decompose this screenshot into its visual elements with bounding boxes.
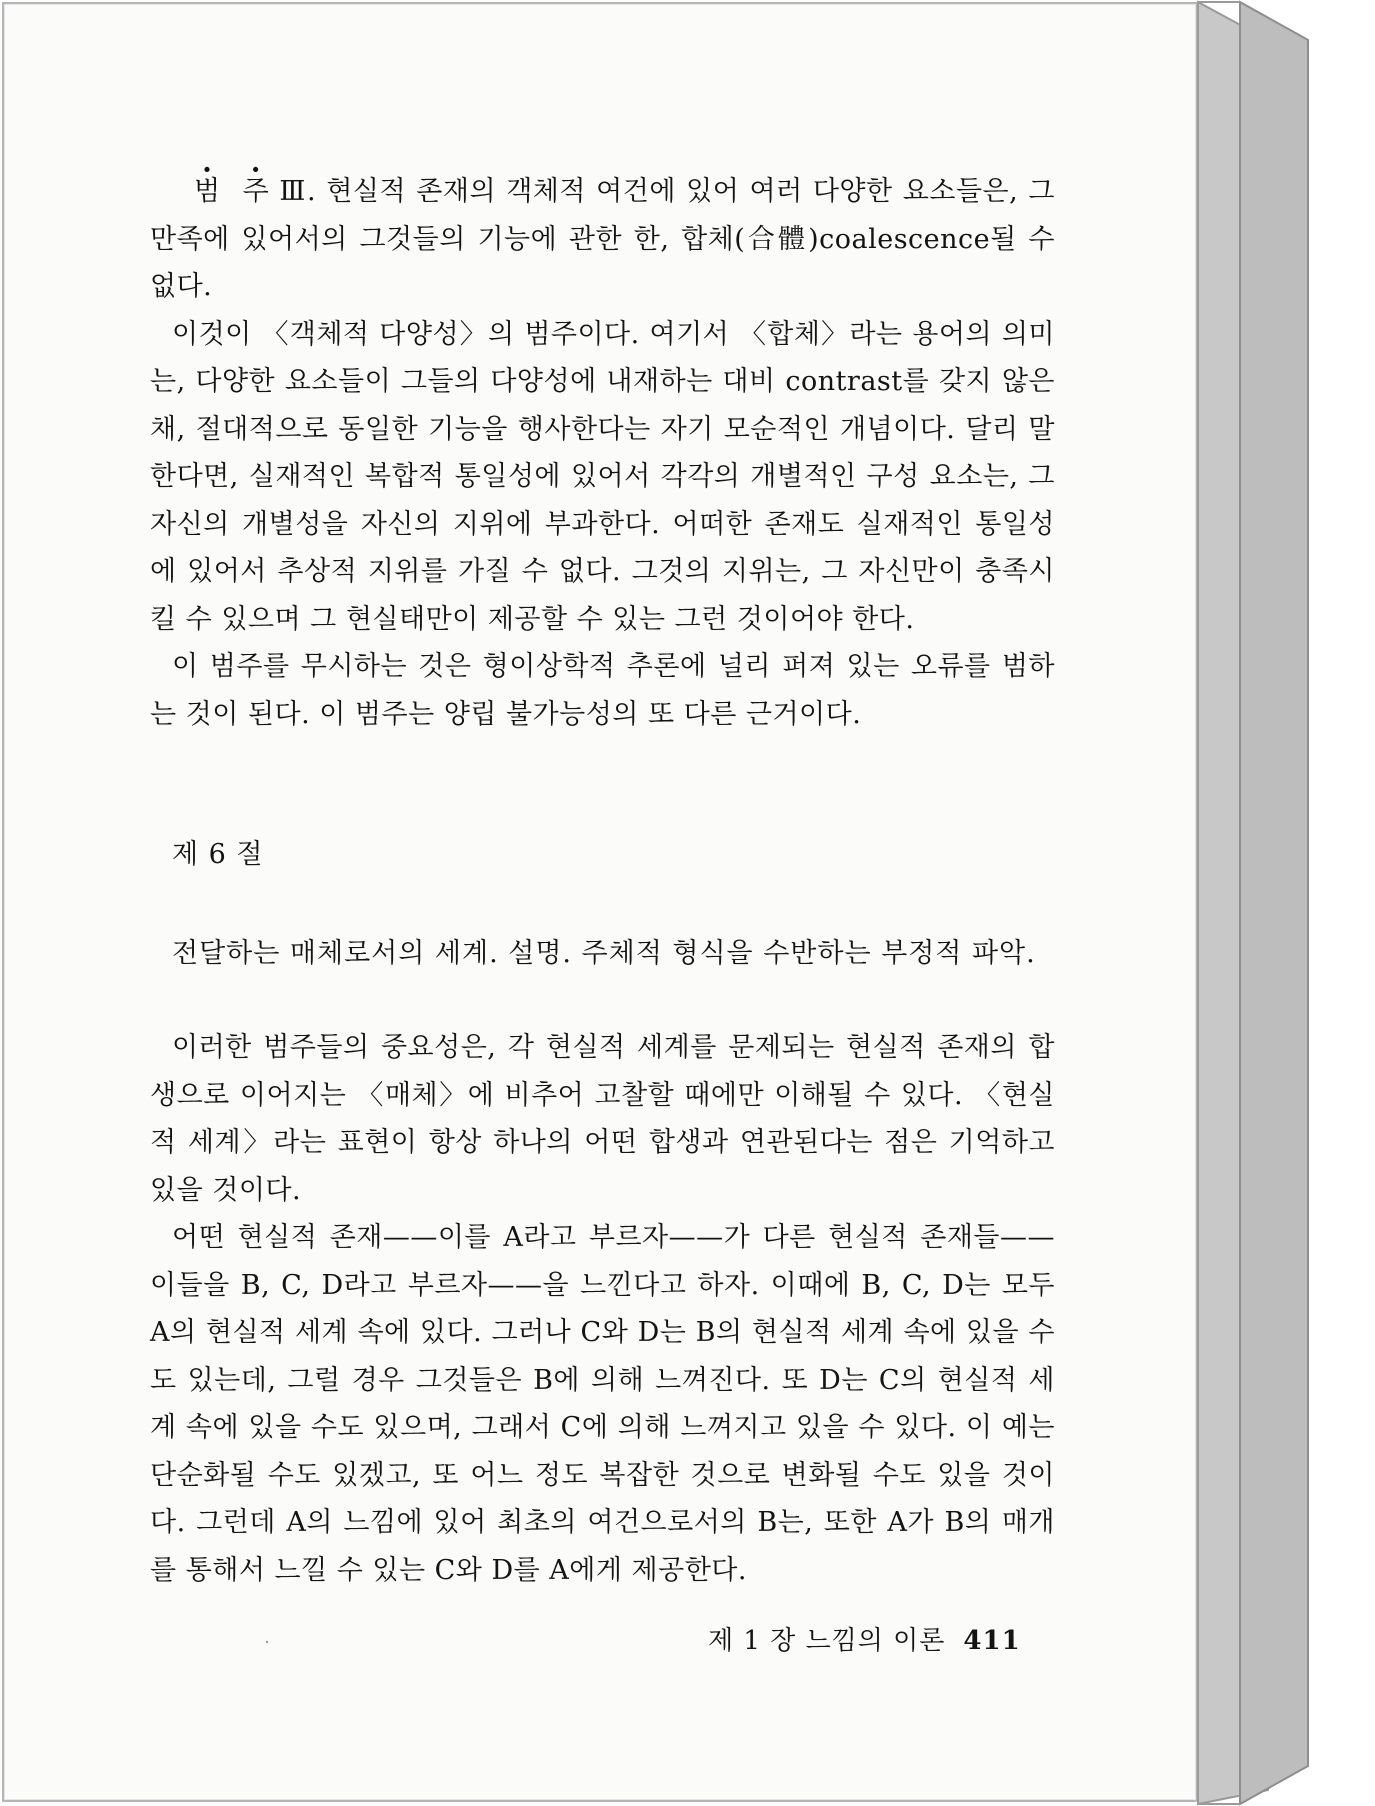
paragraph: 이러한 범주들의 중요성은, 각 현실적 세계를 문제되는 현실적 존재의 합생으로 이어지는 〈매체〉에 비추어 고찰할 때에만 이해될 수 있다. 〈현실적 세계〉라는 표현이 항상 하나의 어떤 합생과 연관된다는 점은 기억하고 있을 것이다. — [150, 1032, 1055, 1206]
upper-text-block — [150, 168, 1055, 738]
section-number: 제 6 절 — [172, 839, 264, 870]
section-title: 전달하는 매체로서의 세계. 설명. 주체적 형식을 수반하는 부정적 파악. — [172, 938, 1036, 969]
emphasis-char: 주 — [242, 176, 270, 207]
category-statement — [150, 168, 1055, 311]
page-footer — [708, 1620, 1021, 1657]
paragraph: 이것이 〈객체적 다양성〉의 범주이다. 여기서 〈합체〉라는 용어의 의미는, 다양한 요소들이 그들의 다양성에 내재하는 대비 contrast를 갖지 않은 채, 절대적으로 동일한 기능을 행사한다는 자기 모순적인 개념이다. 달리 말한다면, 실재적인 복합적 통일성에 있어서 각각의 개별적인 구성 요소는, 그 자신의 개별성을 자신의 지위에 부과한다. 어떠한 존재도 실재적인 통일성에 있어서 추상적 지위를 가질 수 없다. 그것의 지위는, 그 자신만이 충족시킬 수 있으며 그 현실태만이 제공할 수 있는 그런 것이어야 한다. — [150, 318, 1055, 635]
lower-text-block — [150, 1024, 1055, 1594]
page-number: 411 — [963, 1626, 1021, 1656]
running-footer-chapter: 제 1 장 느낌의 이론 — [708, 1626, 946, 1656]
paragraph: 이 범주를 무시하는 것은 형이상학적 추론에 널리 퍼져 있는 오류를 범하는 것이 된다. 이 범주는 양립 불가능성의 또 다른 근거이다. — [150, 651, 1055, 730]
paragraph: 어떤 현실적 존재——이를 A라고 부르자——가 다른 현실적 존재들——이들을 B, C, D라고 부르자——을 느낀다고 하자. 이때에 B, C, D는 모두 A의 현실적 세계 속에 있다. 그러나 C와 D는 B의 현실적 세계 속에 있을 수도 있는데, 그럴 경우 그것들은 B에 의해 느껴진다. 또 D는 C의 현실적 세계 속에 있을 수도 있으며, 그래서 C에 의해 느껴지고 있을 수 있다. 이 예는 단순화될 수도 있겠고, 또 어느 정도 복잡한 것으로 변화될 수도 있을 것이다. 그런데 A의 느낌에 있어 최초의 여건으로서의 B는, 또한 A가 B의 매개를 통해서 느낄 수 있는 C와 D를 A에게 제공한다. — [150, 1222, 1055, 1586]
book-spine — [1196, 0, 1375, 1806]
emphasis-char: 범 — [194, 176, 221, 207]
category-text: Ⅲ. 현실적 존재의 객체적 여건에 있어 여러 다양한 요소들은, 그 만족에 있어서의 그것들의 기능에 관한 한, 합체(合體)coalescence될 수 없다. — [150, 176, 1055, 302]
scan-speck — [266, 1641, 268, 1643]
